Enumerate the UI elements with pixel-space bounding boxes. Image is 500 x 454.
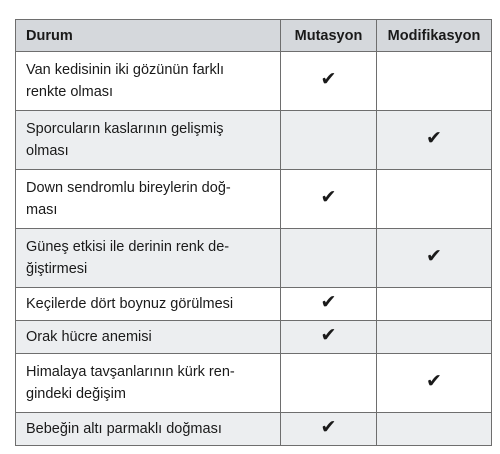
- table-row: [16, 111, 492, 170]
- check-mark-icon: ✔: [426, 246, 442, 267]
- condition-line: Bebeğin altı parmaklı doğması: [26, 421, 222, 437]
- condition-line: renkte olması: [26, 84, 114, 100]
- condition-line: Sporcuların kaslarının gelişmiş: [26, 121, 224, 137]
- condition-line: Orak hücre anemisi: [26, 329, 152, 345]
- mutasyon-cell: [281, 111, 377, 170]
- table-row: [16, 170, 492, 229]
- condition-line: Himalaya tavşanlarının kürk ren-: [26, 364, 235, 380]
- table-header-row: [16, 20, 492, 52]
- condition-line: olması: [26, 143, 69, 159]
- condition-line: Güneş etkisi ile derinin renk de-: [26, 239, 230, 255]
- modifikasyon-cell: [377, 413, 492, 446]
- table-row: [16, 288, 492, 321]
- check-mark-icon: ✔: [426, 371, 442, 392]
- condition-line: gindeki değişim: [26, 386, 126, 402]
- condition-cell: [16, 321, 281, 354]
- mutasyon-cell: [281, 229, 377, 288]
- check-mark-icon: ✔: [320, 69, 337, 90]
- header-durum: Durum: [16, 20, 281, 52]
- condition-line: ğiştirmesi: [26, 261, 88, 277]
- mutation-modification-table-wrapper: [15, 19, 491, 446]
- modifikasyon-cell: [377, 111, 492, 170]
- modifikasyon-cell: [377, 288, 492, 321]
- check-mark-icon: ✔: [426, 128, 442, 149]
- mutasyon-cell: [281, 170, 377, 229]
- condition-cell: [16, 354, 281, 413]
- check-mark-icon: ✔: [320, 417, 337, 438]
- modifikasyon-cell: [377, 354, 492, 413]
- table-row: [16, 321, 492, 354]
- mutasyon-cell: [281, 354, 377, 413]
- condition-cell: [16, 170, 281, 229]
- table-row: [16, 52, 492, 111]
- condition-cell: [16, 413, 281, 446]
- condition-line: Van kedisinin iki gözünün farklı: [26, 62, 225, 78]
- header-modifikasyon: Modifikasyon: [377, 20, 492, 52]
- modifikasyon-cell: [377, 170, 492, 229]
- condition-cell: [16, 111, 281, 170]
- modifikasyon-cell: [377, 52, 492, 111]
- table-row: [16, 413, 492, 446]
- modifikasyon-cell: [377, 229, 492, 288]
- check-mark-icon: ✔: [320, 292, 337, 313]
- condition-line: ması: [26, 202, 58, 218]
- condition-cell: [16, 52, 281, 111]
- condition-cell: [16, 229, 281, 288]
- mutasyon-cell: [281, 52, 377, 111]
- mutasyon-cell: [281, 413, 377, 446]
- condition-cell: [16, 288, 281, 321]
- modifikasyon-cell: [377, 321, 492, 354]
- mutasyon-cell: [281, 288, 377, 321]
- table-row: [16, 354, 492, 413]
- check-mark-icon: ✔: [320, 187, 337, 208]
- header-mutasyon: Mutasyon: [281, 20, 377, 52]
- condition-line: Keçilerde dört boynuz görülmesi: [26, 296, 234, 312]
- check-mark-icon: ✔: [320, 325, 337, 346]
- mutasyon-cell: [281, 321, 377, 354]
- condition-line: Down sendromlu bireylerin doğ-: [26, 180, 231, 196]
- table-row: [16, 229, 492, 288]
- mutation-modification-table: [15, 19, 492, 446]
